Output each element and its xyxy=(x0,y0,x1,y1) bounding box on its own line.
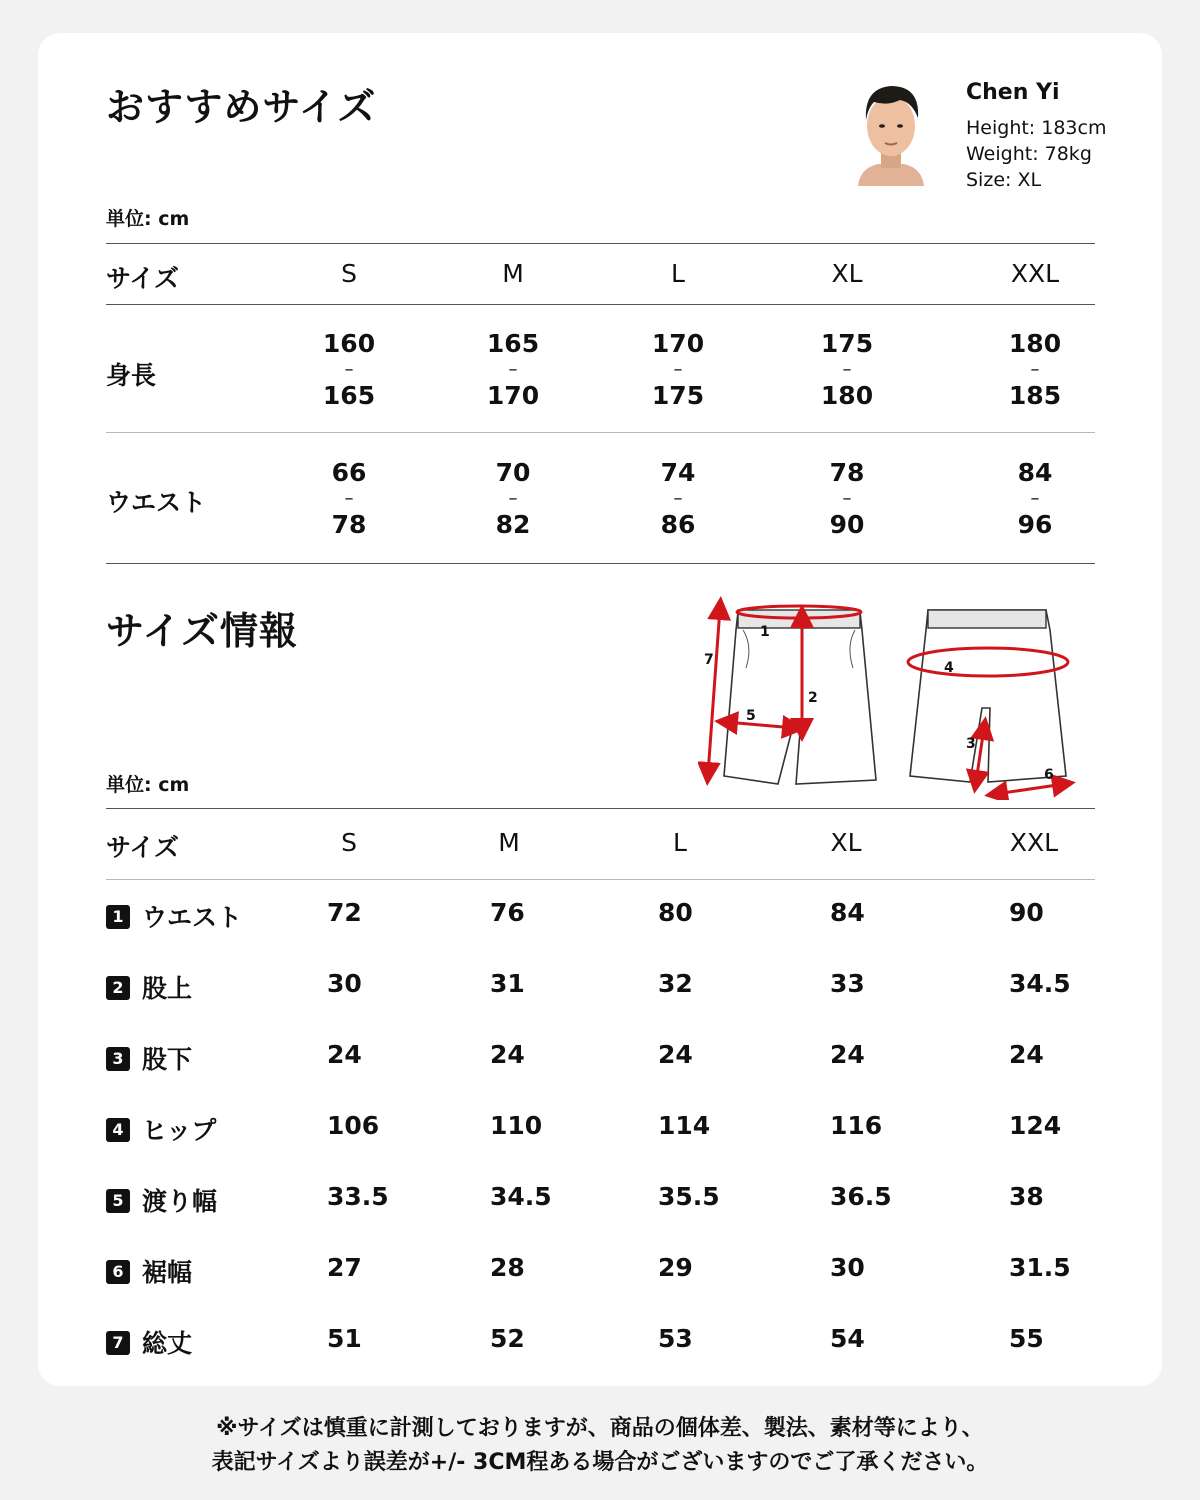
waist-row-label: ウエスト xyxy=(106,488,207,517)
rise-l: 32 xyxy=(658,969,693,998)
divider xyxy=(106,879,1095,880)
shorts-measurement-diagram xyxy=(698,596,1088,800)
divider xyxy=(106,243,1095,244)
hip-s: 106 xyxy=(327,1111,380,1140)
model-height: Height: 183cm xyxy=(966,117,1107,139)
thigh-xxl: 38 xyxy=(1009,1182,1044,1211)
recommended-size-title: おすすめサイズ xyxy=(106,85,377,129)
size-header-l: L xyxy=(671,259,685,288)
info-size-header-m: M xyxy=(498,828,520,857)
measure-label-thigh: 5 渡り幅 xyxy=(106,1182,217,1218)
height-range-m: 165 – 170 xyxy=(486,329,540,410)
size-info-unit: 単位: cm xyxy=(106,774,190,796)
inseam-xl: 24 xyxy=(830,1040,865,1069)
thigh-l: 35.5 xyxy=(658,1182,720,1211)
diagram-label-6: 6 xyxy=(1044,767,1054,783)
waist-range-xxl: 84 – 96 xyxy=(1017,458,1053,539)
diagram-label-4: 4 xyxy=(944,660,954,676)
waist-range-xl: 78 – 90 xyxy=(829,458,865,539)
inseam-l: 24 xyxy=(658,1040,693,1069)
inseam-xxl: 24 xyxy=(1009,1040,1044,1069)
length-xxl: 55 xyxy=(1009,1324,1044,1353)
info-size-header-s: S xyxy=(341,828,357,857)
model-weight: Weight: 78kg xyxy=(966,143,1092,165)
disclaimer-line-1: ※サイズは慎重に計測しておりますが、商品の個体差、製法、素材等により、 xyxy=(216,1416,984,1441)
info-size-header-label: サイズ xyxy=(106,833,180,862)
hem-xxl: 31.5 xyxy=(1009,1253,1071,1282)
hem-s: 27 xyxy=(327,1253,362,1282)
waist-xl: 84 xyxy=(830,898,865,927)
diagram-label-1: 1 xyxy=(760,624,770,640)
divider xyxy=(106,432,1095,433)
diagram-label-5: 5 xyxy=(746,708,756,724)
size-header-xl: XL xyxy=(831,259,863,288)
back-shorts-outline xyxy=(910,610,1066,782)
hem-xl: 30 xyxy=(830,1253,865,1282)
divider xyxy=(106,304,1095,305)
height-range-xl: 175 – 180 xyxy=(820,329,874,410)
hip-m: 110 xyxy=(490,1111,543,1140)
length-l: 53 xyxy=(658,1324,693,1353)
height-range-s: 160 – 165 xyxy=(322,329,376,410)
measure-label-inseam: 3 股下 xyxy=(106,1040,192,1076)
waist-range-m: 70 – 82 xyxy=(495,458,531,539)
diagram-label-3: 3 xyxy=(966,736,976,752)
waist-range-l: 74 – 86 xyxy=(660,458,696,539)
size-header-s: S xyxy=(341,259,357,288)
inseam-s: 24 xyxy=(327,1040,362,1069)
length-measure-line xyxy=(708,608,720,774)
recommended-size-header-label: サイズ xyxy=(106,264,180,293)
disclaimer-line-2: 表記サイズより誤差が+/- 3CM程ある場合がございますのでご了承ください。 xyxy=(211,1450,989,1475)
measure-label-waist: 1 ウエスト xyxy=(106,898,242,934)
diagram-label-2: 2 xyxy=(808,690,818,706)
waist-range-s: 66 – 78 xyxy=(331,458,367,539)
front-shorts-outline xyxy=(724,610,876,784)
model-name: Chen Yi xyxy=(966,80,1060,105)
info-size-header-l: L xyxy=(673,828,687,857)
waist-l: 80 xyxy=(658,898,693,927)
length-s: 51 xyxy=(327,1324,362,1353)
height-range-l: 170 – 175 xyxy=(651,329,705,410)
length-xl: 54 xyxy=(830,1324,865,1353)
model-size: Size: XL xyxy=(966,169,1042,191)
waist-m: 76 xyxy=(490,898,525,927)
size-header-xxl: XXL xyxy=(1010,259,1060,288)
length-m: 52 xyxy=(490,1324,525,1353)
measure-label-hem: 6 裾幅 xyxy=(106,1253,192,1289)
rise-m: 31 xyxy=(490,969,525,998)
thigh-xl: 36.5 xyxy=(830,1182,892,1211)
model-photo xyxy=(848,76,934,186)
hip-xl: 116 xyxy=(830,1111,883,1140)
info-size-header-xxl: XXL xyxy=(1009,828,1059,857)
waist-s: 72 xyxy=(327,898,362,927)
thigh-s: 33.5 xyxy=(327,1182,389,1211)
size-header-m: M xyxy=(502,259,524,288)
divider xyxy=(106,563,1095,564)
diagram-label-7: 7 xyxy=(704,652,714,668)
waist-xxl: 90 xyxy=(1009,898,1044,927)
height-row-label: 身長 xyxy=(106,361,157,390)
info-size-header-xl: XL xyxy=(830,828,862,857)
size-info-title: サイズ情報 xyxy=(106,609,298,653)
thigh-m: 34.5 xyxy=(490,1182,552,1211)
hem-l: 29 xyxy=(658,1253,693,1282)
hem-measure-line xyxy=(996,784,1064,794)
hem-m: 28 xyxy=(490,1253,525,1282)
inseam-m: 24 xyxy=(490,1040,525,1069)
rise-xl: 33 xyxy=(830,969,865,998)
height-range-xxl: 180 – 185 xyxy=(1008,329,1062,410)
hip-xxl: 124 xyxy=(1009,1111,1062,1140)
divider xyxy=(106,808,1095,809)
measure-label-rise: 2 股上 xyxy=(106,969,192,1005)
measure-label-hip: 4 ヒップ xyxy=(106,1111,216,1147)
rise-xxl: 34.5 xyxy=(1009,969,1071,998)
rise-s: 30 xyxy=(327,969,362,998)
hip-l: 114 xyxy=(658,1111,711,1140)
measure-label-length: 7 総丈 xyxy=(106,1324,192,1360)
recommended-unit: 単位: cm xyxy=(106,208,190,230)
